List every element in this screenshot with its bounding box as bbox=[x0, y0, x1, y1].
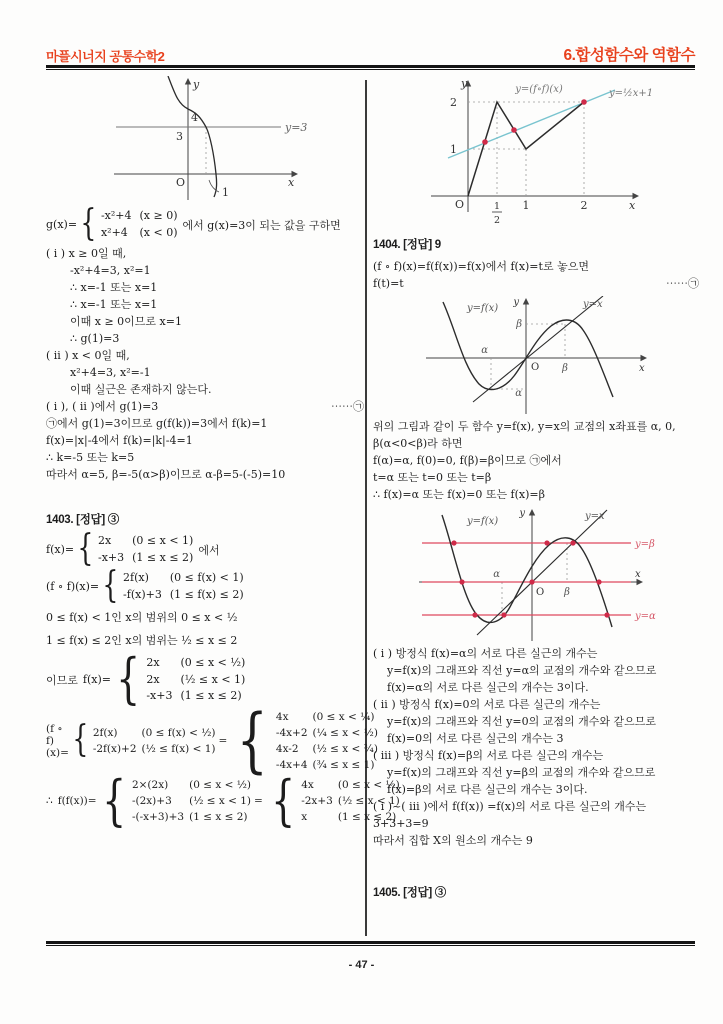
solution-line: f(x)=β의 서로 다른 실근의 개수는 3이다. bbox=[387, 783, 588, 796]
solution-line: ( ii ) 방정식 f(x)=0의 서로 다른 실근의 개수는 bbox=[373, 698, 601, 711]
solution-line: 위의 그림과 같이 두 함수 y=f(x), y=x의 교점의 x좌표를 α, 0, bbox=[373, 420, 676, 433]
solution-line: f(α)=α, f(0)=0, f(β)=β이므로 ㉠에서 bbox=[373, 454, 562, 467]
left-brace: { bbox=[77, 528, 94, 570]
solution-line: y=f(x)의 그래프와 직선 y=0의 교점의 개수와 같으므로 bbox=[387, 715, 656, 728]
footer-rule bbox=[46, 941, 695, 946]
svg-text:O: O bbox=[531, 362, 540, 373]
svg-text:2: 2 bbox=[450, 96, 457, 109]
reference-mark: ⋯⋯㉠ bbox=[666, 277, 699, 290]
solution-line: ∴ x=-1 또는 x=1 bbox=[70, 298, 158, 311]
solution-line: (f ∘ f)(x)=f(f(x))=f(x)에서 f(x)=t로 놓으면 bbox=[373, 260, 589, 273]
svg-text:x: x bbox=[288, 176, 295, 189]
solution-line: -x²+4=3, x²=1 bbox=[70, 264, 151, 277]
svg-text:y=x: y=x bbox=[585, 511, 605, 522]
solution-line: 따라서 α=5, β=-5(α>β)이므로 α-β=5-(-5)=10 bbox=[46, 468, 286, 481]
svg-text:1: 1 bbox=[222, 186, 229, 199]
svg-text:y=(f∘f)(x): y=(f∘f)(x) bbox=[515, 84, 563, 95]
chapter-title: 6.합성함수와 역함수 bbox=[563, 47, 695, 64]
piecewise-fx-3: 이므로 f(x)= { 2x (0 ≤ x < ½) 2x (½ ≤ x < 1) -x+3 (1 ≤ x ≤ 2) bbox=[46, 647, 246, 711]
svg-text:y: y bbox=[461, 77, 468, 90]
solution-line: ㉠에서 g(1)=3이므로 g(f(k))=3에서 f(k)=1 bbox=[46, 417, 268, 430]
left-brace: { bbox=[116, 647, 141, 711]
solution-line: x²+4=3, x²=-1 bbox=[70, 366, 151, 379]
svg-text:β: β bbox=[516, 319, 522, 330]
solution-line: ( i ) x ≥ 0일 때, bbox=[46, 247, 127, 260]
solution-line: 3+3+3=9 bbox=[373, 817, 429, 830]
svg-text:1: 1 bbox=[450, 143, 457, 156]
solution-line: ∴ f(x)=α 또는 f(x)=0 또는 f(x)=β bbox=[373, 488, 545, 501]
page-number: - 47 - bbox=[348, 959, 375, 971]
left-brace: { bbox=[80, 203, 97, 245]
problem-1404-answer: 1404. [정답] 9 bbox=[373, 239, 441, 251]
svg-text:y: y bbox=[193, 78, 200, 91]
header-rule bbox=[46, 65, 695, 70]
piecewise-ff: (f ∘ f)(x)= { 2f(x) (0 ≤ f(x) < 1) -f(x)+3 (1 ≤ f(x) ≤ 2) bbox=[46, 565, 244, 607]
solution-line: f(x)=|x|-4에서 f(k)=|k|-4=1 bbox=[46, 434, 193, 447]
svg-text:α: α bbox=[515, 388, 522, 399]
svg-text:2: 2 bbox=[580, 199, 588, 212]
svg-text:O: O bbox=[455, 198, 465, 211]
solution-line: f(x)=0의 서로 다른 실근의 개수는 3 bbox=[387, 732, 564, 745]
svg-text:O: O bbox=[176, 176, 186, 189]
solution-line: β(α<0<β)라 하면 bbox=[373, 437, 463, 450]
svg-text:1: 1 bbox=[522, 199, 530, 212]
svg-text:x: x bbox=[629, 199, 636, 212]
left-brace: { bbox=[237, 699, 269, 781]
svg-text:x: x bbox=[639, 363, 645, 374]
right-column bbox=[373, 76, 699, 906]
svg-text:α: α bbox=[481, 345, 488, 356]
solution-line: ( ii ) x < 0일 때, bbox=[46, 349, 130, 362]
svg-text:y: y bbox=[513, 297, 519, 308]
graph-cubic-yx bbox=[411, 296, 699, 418]
reference-mark: ⋯⋯㉠ bbox=[331, 400, 364, 413]
svg-text:4: 4 bbox=[191, 111, 198, 124]
svg-text:y=f(x): y=f(x) bbox=[467, 516, 499, 527]
solution-line: ( i ) 방정식 f(x)=α의 서로 다른 실근의 개수는 bbox=[373, 647, 598, 660]
svg-text:3: 3 bbox=[176, 130, 183, 143]
solution-line: 이때 x ≥ 0이므로 x=1 bbox=[70, 315, 182, 328]
solution-line: 0 ≤ f(x) < 1인 x의 범위의 0 ≤ x < ½ bbox=[46, 611, 238, 624]
solution-line: ( i ), ( ii )에서 g(1)=3 ⋯⋯㉠ bbox=[46, 400, 364, 413]
svg-text:y: y bbox=[519, 508, 525, 519]
piecewise-gx: g(x)= { -x²+4 (x ≥ 0) x²+4 (x < 0) 에서 g(x)=3이 되는 값을 구하면 bbox=[46, 203, 341, 245]
svg-text:y=β: y=β bbox=[635, 539, 655, 550]
solution-line: 이때 실근은 존재하지 않는다. bbox=[70, 383, 212, 396]
svg-text:β: β bbox=[562, 363, 568, 374]
solution-line: ( i )~( iii )에서 f(f(x)) =f(x)의 서로 다른 실근의 개수는 bbox=[373, 800, 647, 813]
svg-text:x: x bbox=[635, 569, 641, 580]
solution-line: t=α 또는 t=0 또는 t=β bbox=[373, 471, 492, 484]
solution-line: 1 ≤ f(x) ≤ 2인 x의 범위는 ½ ≤ x ≤ 2 bbox=[46, 634, 238, 647]
problem-1403-answer: 1403. [정답] ③ bbox=[46, 514, 119, 526]
svg-text:O: O bbox=[536, 587, 545, 598]
solution-line: ∴ k=-5 또는 k=5 bbox=[46, 451, 135, 464]
piecewise-fx: f(x)= { 2x (0 ≤ x < 1) -x+3 (1 ≤ x ≤ 2) 에서 bbox=[46, 528, 220, 570]
graph-ff-line bbox=[413, 76, 699, 226]
book-title: 마플시너지 공통수학2 bbox=[46, 49, 165, 64]
piecewise-ff-expanded: (f ∘ f)(x)= { 2f(x) (0 ≤ f(x) < ½) -2f(x)+2 (½ ≤ f(x) < 1) = { 4x (0 ≤ x < ¼) -4x+2 (¼ ≤ x < ½) 4x-2 (½ ≤ x < ¾) -4x+4 (¾ ≤ x ≤ 1) bbox=[46, 699, 378, 781]
left-column bbox=[46, 76, 400, 832]
solution-line: ∴ x=-1 또는 x=1 bbox=[70, 281, 158, 294]
svg-text:1: 1 bbox=[493, 201, 501, 212]
solution-line: ( iii ) 방정식 f(x)=β의 서로 다른 실근의 개수는 bbox=[373, 749, 604, 762]
svg-text:2: 2 bbox=[493, 215, 501, 226]
svg-text:y=3: y=3 bbox=[285, 121, 308, 134]
piecewise-fff: ∴ f(f(x))= { 2×(2x) (0 ≤ x < ½) -(2x)+3 (½ ≤ x < 1) -(-x+3)+3 (1 ≤ x ≤ 2) = { 4x (0 ≤ x < ½) -2x+3 (½ ≤ x < 1) x (1 ≤ x ≤ 2) bbox=[46, 768, 400, 832]
svg-text:y=x: y=x bbox=[583, 299, 603, 310]
svg-text:y=f(x): y=f(x) bbox=[467, 303, 499, 314]
left-brace: { bbox=[270, 768, 296, 832]
svg-text:y=α: y=α bbox=[635, 611, 656, 622]
solution-line: ∴ g(1)=3 bbox=[70, 332, 120, 345]
left-brace: { bbox=[102, 565, 119, 607]
left-brace: { bbox=[101, 768, 126, 832]
problem-1405-answer: 1405. [정답] ③ bbox=[373, 887, 446, 899]
left-brace: { bbox=[72, 719, 89, 761]
solution-line: y=f(x)의 그래프와 직선 y=α의 교점의 개수와 같으므로 bbox=[387, 664, 657, 677]
graph-cubic-levels bbox=[407, 507, 699, 645]
solution-line: f(x)=α의 서로 다른 실근의 개수는 3이다. bbox=[387, 681, 589, 694]
graph-gx bbox=[98, 76, 364, 204]
solution-line: f(t)=t ⋯⋯㉠ bbox=[373, 277, 699, 290]
svg-text:α: α bbox=[493, 569, 500, 580]
svg-text:y=½x+1: y=½x+1 bbox=[609, 88, 654, 99]
svg-text:β: β bbox=[564, 587, 570, 598]
solution-line: 따라서 집합 X의 원소의 개수는 9 bbox=[373, 834, 533, 847]
solution-line: y=f(x)의 그래프와 직선 y=β의 교점의 개수와 같으므로 bbox=[387, 766, 656, 779]
